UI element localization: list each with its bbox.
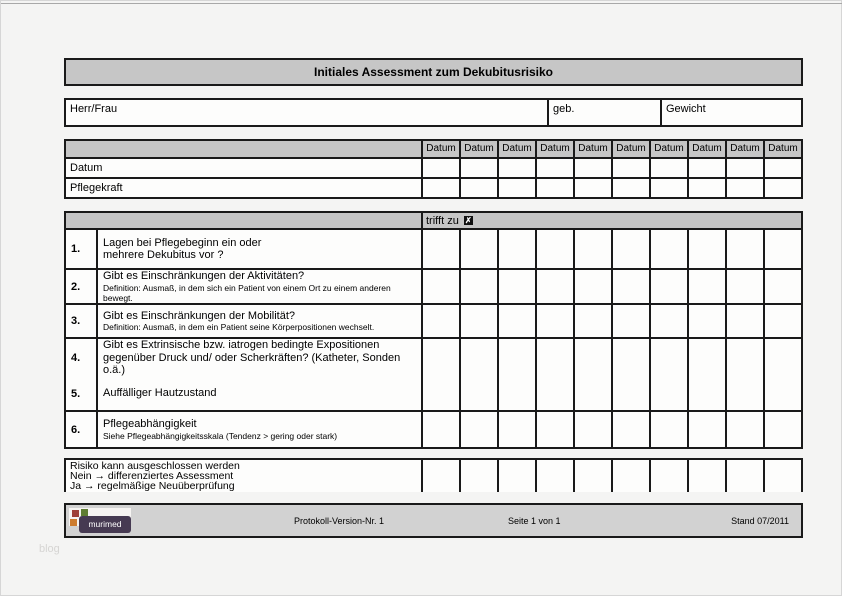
logo-green-square-icon	[81, 509, 88, 516]
entry-cell	[613, 412, 649, 447]
entry-cell	[461, 270, 497, 303]
question-cell	[98, 270, 421, 303]
date-column-header: Datum	[689, 141, 725, 157]
entry-cell	[423, 270, 459, 303]
date-column-header: Datum	[727, 141, 763, 157]
form-title-bar	[64, 58, 803, 86]
checked-checkbox-icon: ✗	[464, 216, 472, 225]
entry-cell	[613, 460, 649, 492]
row-number: 3.	[66, 305, 96, 337]
entry-cell	[461, 159, 497, 177]
revision-date: Stand 07/2011	[731, 516, 789, 526]
entry-cell	[423, 159, 459, 177]
entry-cell	[537, 460, 573, 492]
entry-cell	[499, 377, 535, 410]
entry-cell	[613, 179, 649, 197]
entry-cell	[575, 339, 611, 377]
entry-cell	[461, 179, 497, 197]
risk-line-2: Nein → differenziertes Assessment	[70, 469, 234, 482]
date-column-header: Datum	[423, 141, 459, 157]
date-row-label: Datum	[66, 159, 421, 177]
entry-cell	[765, 230, 801, 268]
entry-cell	[461, 377, 497, 410]
date-header-row	[66, 141, 801, 157]
entry-cell	[727, 305, 763, 337]
entry-cell	[689, 339, 725, 377]
assessment-row-3	[66, 305, 801, 337]
entry-cell	[651, 179, 687, 197]
row-number: 5.	[66, 377, 96, 410]
question-text: Auffälliger Hautzustand	[103, 387, 217, 400]
question-text: Gibt es Einschränkungen der Mobilität?	[103, 309, 295, 322]
entry-cell	[537, 159, 573, 177]
entry-cell	[499, 305, 535, 337]
entry-cell	[423, 377, 459, 410]
question-text: Gibt es Einschränkungen der Aktivitäten?	[103, 270, 305, 283]
entry-cell	[765, 305, 801, 337]
entry-cell	[499, 339, 535, 377]
entry-cell	[689, 230, 725, 268]
entry-cell	[461, 305, 497, 337]
assessment-row-6	[66, 412, 801, 447]
entry-cell	[689, 460, 725, 492]
logo-orange-square-icon	[70, 519, 77, 526]
risk-exclusion-table	[64, 458, 803, 492]
entry-cell	[727, 179, 763, 197]
entry-cell	[651, 412, 687, 447]
entry-cell	[499, 412, 535, 447]
entry-cell	[461, 230, 497, 268]
logo-wordmark: murimed	[79, 516, 131, 533]
entry-cell	[537, 179, 573, 197]
entry-cell	[727, 230, 763, 268]
entry-cell	[765, 460, 801, 492]
entry-cell	[575, 179, 611, 197]
question-definition: Definition: Ausmaß, in dem ein Patient seine Körperpositionen wechselt.	[103, 322, 375, 333]
nurse-row-label: Pflegekraft	[66, 179, 421, 197]
blog-watermark: blog	[39, 543, 60, 555]
entry-cell	[613, 230, 649, 268]
assessment-row-4	[66, 339, 801, 375]
assessment-header-spacer	[66, 213, 421, 228]
applies-header	[423, 213, 801, 228]
date-column-header: Datum	[537, 141, 573, 157]
question-definition: Siehe Pflegeabhängigkeitsskala (Tendenz > gering oder stark)	[103, 430, 338, 441]
entry-cell	[727, 159, 763, 177]
entry-cell	[689, 412, 725, 447]
date-header-spacer	[66, 141, 421, 157]
entry-cell	[613, 270, 649, 303]
date-column-header: Datum	[575, 141, 611, 157]
entry-cell	[765, 412, 801, 447]
entry-cell	[575, 412, 611, 447]
date-row	[66, 159, 801, 177]
entry-cell	[423, 412, 459, 447]
question-text: Lagen bei Pflegebeginn ein oder mehrere Dekubitus vor ?	[103, 236, 262, 261]
entry-cell	[575, 305, 611, 337]
entry-cell	[575, 270, 611, 303]
patient-weight-field: Gewicht	[662, 100, 801, 125]
row-number: 6.	[66, 412, 96, 447]
entry-cell	[765, 179, 801, 197]
assessment-table	[64, 211, 803, 449]
assessment-row-1	[66, 230, 801, 268]
patient-info-row	[64, 98, 803, 127]
entry-cell	[689, 179, 725, 197]
entry-cell	[461, 460, 497, 492]
entry-cell	[499, 179, 535, 197]
form-title: Initiales Assessment zum Dekubitusrisiko	[314, 65, 553, 79]
logo-red-square-icon	[72, 510, 79, 517]
question-cell	[98, 230, 421, 268]
date-column-header: Datum	[499, 141, 535, 157]
entry-cell	[499, 159, 535, 177]
date-column-header: Datum	[461, 141, 497, 157]
page-number: Seite 1 von 1	[508, 516, 561, 526]
entry-cell	[689, 270, 725, 303]
entry-cell	[575, 460, 611, 492]
entry-cell	[537, 230, 573, 268]
assessment-row-5	[66, 377, 801, 410]
entry-cell	[575, 159, 611, 177]
entry-cell	[461, 412, 497, 447]
row-number: 2.	[66, 270, 96, 303]
entry-cell	[651, 339, 687, 377]
entry-cell	[727, 377, 763, 410]
row-number: 1.	[66, 230, 96, 268]
protocol-version: Protokoll-Version-Nr. 1	[294, 516, 385, 526]
entry-cell	[537, 270, 573, 303]
entry-cell	[537, 339, 573, 377]
question-cell	[98, 377, 421, 410]
risk-line-1: Risiko kann ausgeschlossen werden	[70, 459, 240, 472]
question-cell	[98, 339, 421, 377]
nurse-row	[66, 179, 801, 197]
entry-cell	[651, 460, 687, 492]
entry-cell	[423, 339, 459, 377]
entry-cell	[499, 270, 535, 303]
entry-cell	[689, 305, 725, 337]
entry-cell	[651, 230, 687, 268]
risk-line-3: Ja → regelmäßige Neuüberprüfung	[70, 480, 235, 493]
entry-cell	[689, 159, 725, 177]
entry-cell	[651, 305, 687, 337]
question-cell	[98, 305, 421, 337]
entry-cell	[613, 305, 649, 337]
risk-row	[66, 459, 801, 493]
entry-cell	[651, 270, 687, 303]
date-column-header: Datum	[765, 141, 801, 157]
entry-cell	[461, 339, 497, 377]
assessment-row-2	[66, 270, 801, 303]
entry-cell	[613, 159, 649, 177]
entry-cell	[499, 460, 535, 492]
entry-cell	[423, 305, 459, 337]
row-number: 4.	[66, 339, 96, 377]
entry-cell	[727, 460, 763, 492]
entry-cell	[727, 339, 763, 377]
date-column-header: Datum	[613, 141, 649, 157]
page-top-rule	[1, 3, 842, 4]
entry-cell	[613, 377, 649, 410]
entry-cell	[727, 270, 763, 303]
entry-cell	[651, 159, 687, 177]
entry-cell	[423, 230, 459, 268]
entry-cell	[499, 230, 535, 268]
entry-cell	[765, 339, 801, 377]
entry-cell	[537, 412, 573, 447]
entry-cell	[765, 377, 801, 410]
entry-cell	[423, 179, 459, 197]
entry-cell	[765, 270, 801, 303]
question-text: Pflegeabhängigkeit	[103, 418, 197, 431]
entry-cell	[537, 377, 573, 410]
entry-cell	[537, 305, 573, 337]
entry-cell	[613, 339, 649, 377]
question-cell	[98, 412, 421, 447]
date-header-table	[64, 139, 803, 199]
entry-cell	[689, 377, 725, 410]
assessment-header-row	[66, 213, 801, 228]
patient-name-field: Herr/Frau	[66, 100, 547, 125]
entry-cell	[575, 230, 611, 268]
entry-cell	[727, 412, 763, 447]
question-text: Gibt es Extrinsische bzw. iatrogen bedingte Expositionen gegenüber Druck und/ oder Scherkräften? (Katheter, Sonden o.ä.)	[103, 339, 401, 376]
footer-bar	[64, 503, 803, 538]
risk-text-cell	[66, 460, 421, 492]
question-definition: Definition: Ausmaß, in dem sich ein Patient von einem Ort zu einem anderen bewegt.	[103, 282, 391, 303]
entry-cell	[423, 460, 459, 492]
date-column-header: Datum	[651, 141, 687, 157]
entry-cell	[575, 377, 611, 410]
entry-cell	[765, 159, 801, 177]
patient-birthdate-field: geb.	[549, 100, 660, 125]
entry-cell	[651, 377, 687, 410]
applies-label: trifft zu	[426, 214, 459, 227]
murimed-logo	[69, 507, 133, 534]
